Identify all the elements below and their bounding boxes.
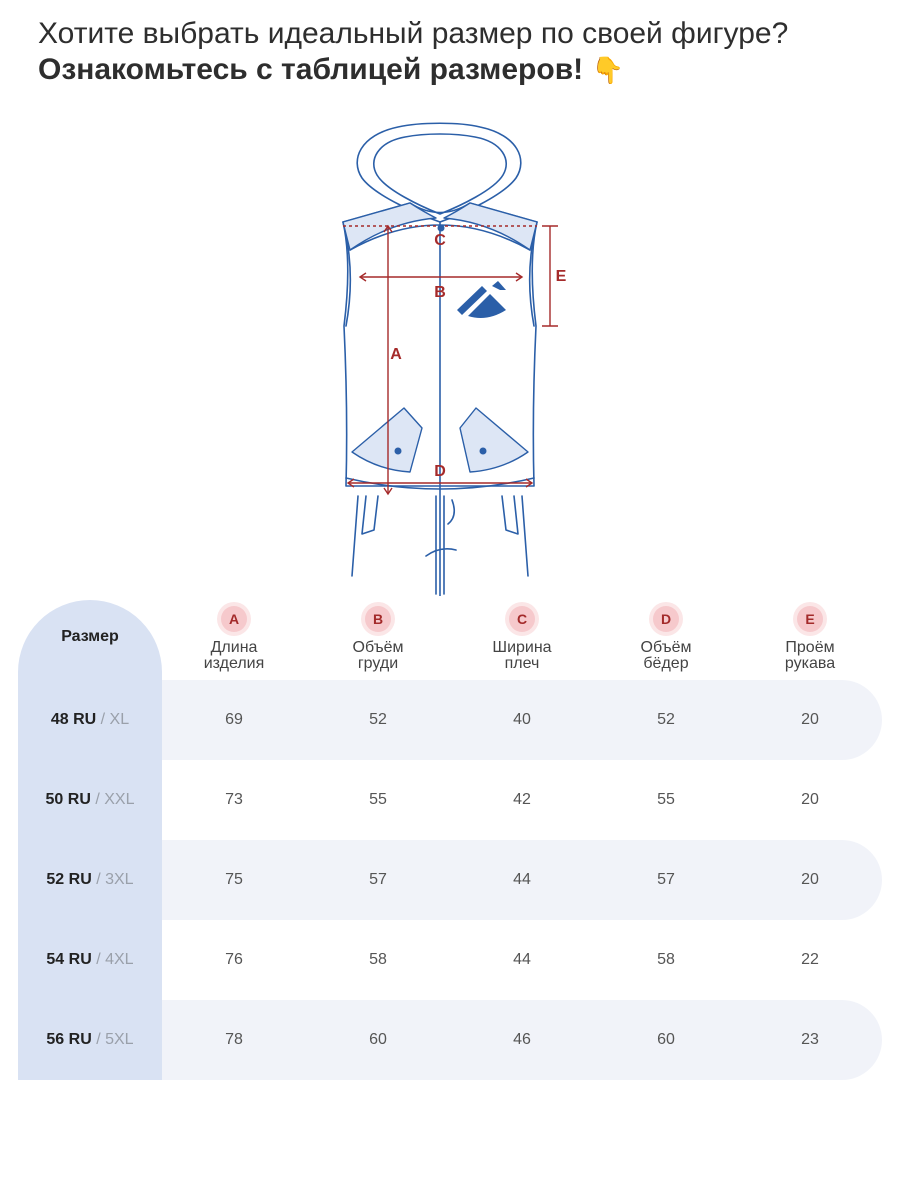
column-label-hips: Объём бёдер <box>640 639 692 672</box>
drawcord-left <box>352 496 378 576</box>
hood-outer <box>357 123 521 222</box>
size-international: / 3XL <box>91 871 134 888</box>
column-label-length: Длина изделия <box>203 639 265 672</box>
cell-shoulders: 40 <box>513 711 531 728</box>
size-international: / 5XL <box>91 1031 134 1048</box>
cell-length: 78 <box>225 1031 243 1048</box>
heading-cta-text: Ознакомьтесь с таблицей размеров! <box>38 53 584 86</box>
column-label-chest: Объём груди <box>352 639 404 672</box>
column-header-chest <box>323 606 433 672</box>
cell-armhole: 20 <box>801 791 819 808</box>
table-row <box>18 760 882 840</box>
cell-shoulders: 42 <box>513 791 531 808</box>
column-badge-c: C <box>509 606 535 632</box>
cell-hips: 57 <box>657 871 675 888</box>
cell-shoulders: 46 <box>513 1031 531 1048</box>
column-badge-d: D <box>653 606 679 632</box>
cell-shoulders: 44 <box>513 871 531 888</box>
pointing-down-icon: 👇 <box>591 56 624 86</box>
pocket-left <box>352 408 422 472</box>
column-label-shoulders: Ширина плеч <box>492 639 552 672</box>
column-badge-e: E <box>797 606 823 632</box>
cell-shoulders: 44 <box>513 951 531 968</box>
collar-point <box>438 225 445 232</box>
size-chart-table <box>18 600 882 1080</box>
cell-armhole: 20 <box>801 871 819 888</box>
size-ru: 52 RU <box>46 871 92 888</box>
column-label-armhole: Проём рукава <box>784 639 836 672</box>
size-international: / XXL <box>90 791 135 808</box>
table-row <box>18 920 882 1000</box>
column-header-shoulders <box>467 606 577 672</box>
measure-label-c: C <box>434 232 446 249</box>
cell-chest: 55 <box>369 791 387 808</box>
column-header-length <box>179 606 289 672</box>
hanging-cord <box>426 496 456 594</box>
cell-chest: 58 <box>369 951 387 968</box>
size-international: / XL <box>96 711 130 728</box>
cell-armhole: 23 <box>801 1031 819 1048</box>
cell-length: 76 <box>225 951 243 968</box>
cell-chest: 60 <box>369 1031 387 1048</box>
size-international: / 4XL <box>91 951 134 968</box>
size-column-header: Размер <box>61 628 119 645</box>
table-row <box>18 680 882 760</box>
cell-armhole: 20 <box>801 711 819 728</box>
pocket-left-button <box>395 448 402 455</box>
heading-call-to-action <box>38 52 878 89</box>
vest-diagram <box>320 118 580 600</box>
cell-chest: 52 <box>369 711 387 728</box>
size-ru: 56 RU <box>46 1031 92 1048</box>
cell-hips: 52 <box>657 711 675 728</box>
measure-label-d: D <box>434 463 446 480</box>
row-size-label <box>18 920 162 1000</box>
cell-length: 73 <box>225 791 243 808</box>
row-size-label <box>18 760 162 840</box>
measure-label-e: E <box>555 268 567 285</box>
size-ru: 50 RU <box>45 791 91 808</box>
size-ru: 48 RU <box>50 711 97 728</box>
measure-label-b: B <box>434 284 446 301</box>
cell-chest: 57 <box>369 871 387 888</box>
size-ru: 54 RU <box>46 951 92 968</box>
column-badge-a: A <box>221 606 247 632</box>
heading-question: Хотите выбрать идеальный размер по своей фигуре? <box>38 17 789 50</box>
cell-armhole: 22 <box>801 951 819 968</box>
pocket-right-button <box>480 448 487 455</box>
cell-hips: 55 <box>657 791 675 808</box>
measure-label-a: A <box>390 346 402 363</box>
column-header-armhole <box>755 606 865 672</box>
cell-length: 69 <box>225 711 243 728</box>
cell-hips: 58 <box>657 951 675 968</box>
vest-drawing <box>320 118 580 600</box>
cell-length: 75 <box>225 871 243 888</box>
pocket-right <box>460 408 528 472</box>
row-size-label <box>18 840 162 920</box>
page-heading <box>38 16 878 89</box>
cell-hips: 60 <box>657 1031 675 1048</box>
table-row <box>18 840 882 920</box>
row-size-label <box>18 1000 162 1080</box>
column-badge-b: B <box>365 606 391 632</box>
table-row <box>18 1000 882 1080</box>
column-header-hips <box>611 606 721 672</box>
row-size-label <box>18 680 162 760</box>
drawcord-right <box>502 496 528 576</box>
brand-logo-icon <box>457 281 506 318</box>
